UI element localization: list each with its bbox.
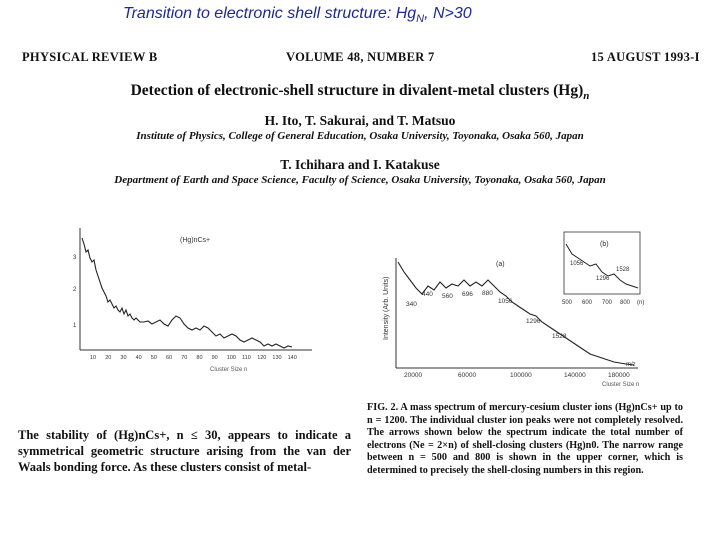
inset-annot-2: 1296 [596,276,610,282]
left-x-ticks [90,355,297,361]
body-text: The stability of (Hg)nCs+, n ≤ 30, appears to indicate a symmetrical geometric structure arising from the van der Waals bonding force. As these clusters consist of metal- [18,428,351,474]
left-xlabel: Cluster Size n [210,367,248,373]
left-plot-label: (Hg)nCs+ [180,237,211,244]
annot-880: 880 [482,290,493,297]
inset-annot-3: 1528 [616,267,630,273]
issue-date: 15 AUGUST 1993-I [591,50,700,64]
left-x-tick-label: 60 [166,355,173,361]
left-y-tick-3: 3 [73,255,77,261]
inset-panel-label: (b) [600,241,609,248]
authors-1: H. Ito, T. Sakurai, and T. Matsuo [264,113,456,128]
annot-696: 696 [462,291,473,298]
left-x-tick-label: 40 [135,355,142,361]
inset-tick-2: 600 [582,300,593,306]
authors-2: T. Ichihara and I. Katakuse [280,157,440,172]
left-x-tick-label: 110 [242,355,251,361]
left-spectrum-trace [82,238,292,348]
annot-1296: 1296 [526,318,541,325]
inset-tick-3: 700 [602,300,613,306]
right-ylabel: Intensity (Arb. Units) [383,276,390,340]
paper-title: Detection of electronic-shell structure in divalent-metal clusters $(Hg)_n$ [130,82,590,103]
slide-title: Transition to electronic shell structure: $Hg_N$, N>30 [123,5,472,26]
left-x-tick-label: 120 [257,355,267,361]
left-x-tick-label: 30 [120,355,127,361]
right-x-tick-2: 60000 [458,372,477,379]
left-x-tick-label: 100 [226,355,236,361]
main-panel-label: (a) [496,261,505,268]
left-x-tick-label: 80 [196,355,203,361]
annot-1528: 1528 [552,333,567,340]
affiliation-1: Institute of Physics, College of General Education, Osaka University, Toyonaka, Osaka 560, Japan [136,130,584,142]
left-y-tick-1: 1 [73,323,77,329]
right-x-tick-3: 100000 [510,372,532,379]
left-x-tick-label: 130 [272,355,282,361]
figure-caption: FIG. 2. A mass spectrum of mercury-cesium cluster ions (Hg)nCs+ up to n = 1200. The individual cluster ion peaks were not completely resolved. The arrows shown below the spectrum indicate the total number of electrons (Ne = 2×n) of shell-closing clusters (Hg)n0. The narrow range between n = 500 and 800 is shown in the upper corner, which is determined to precisely the shell-closing numbers in this region. [367,402,683,476]
right-x-tick-4: 140000 [564,372,586,379]
inset-tick-1: 500 [562,300,573,306]
left-x-tick-label: 90 [211,355,218,361]
right-xlabel: Cluster Size n [602,382,640,388]
annot-560: 560 [442,293,453,300]
inset-tick-4: 800 [620,300,631,306]
right-x-tick-5: 180000 [608,372,630,379]
inset-unit: (n) [637,300,645,306]
left-spectrum-figure [60,218,320,378]
right-x-tick-1: 20000 [404,372,423,379]
inset-annot-1: 1056 [570,261,584,267]
left-y-tick-2: 2 [73,287,77,293]
right-x-unit: m/z [626,362,636,368]
left-x-tick-label: 20 [105,355,112,361]
right-spectrum-figure [376,228,648,390]
left-x-tick-label: 140 [287,355,297,361]
journal-name: PHYSICAL REVIEW B [22,50,158,64]
annot-1056: 1056 [498,298,513,305]
annot-440: 440 [422,291,433,298]
volume-number: VOLUME 48, NUMBER 7 [286,50,435,64]
left-x-tick-label: 10 [90,355,97,361]
annot-340: 340 [406,301,417,308]
left-x-tick-label: 70 [181,355,188,361]
left-x-tick-label: 50 [150,355,157,361]
affiliation-2: Department of Earth and Space Science, Faculty of Science, Osaka University, Toyonaka, Osaka 560, Japan [114,174,606,186]
